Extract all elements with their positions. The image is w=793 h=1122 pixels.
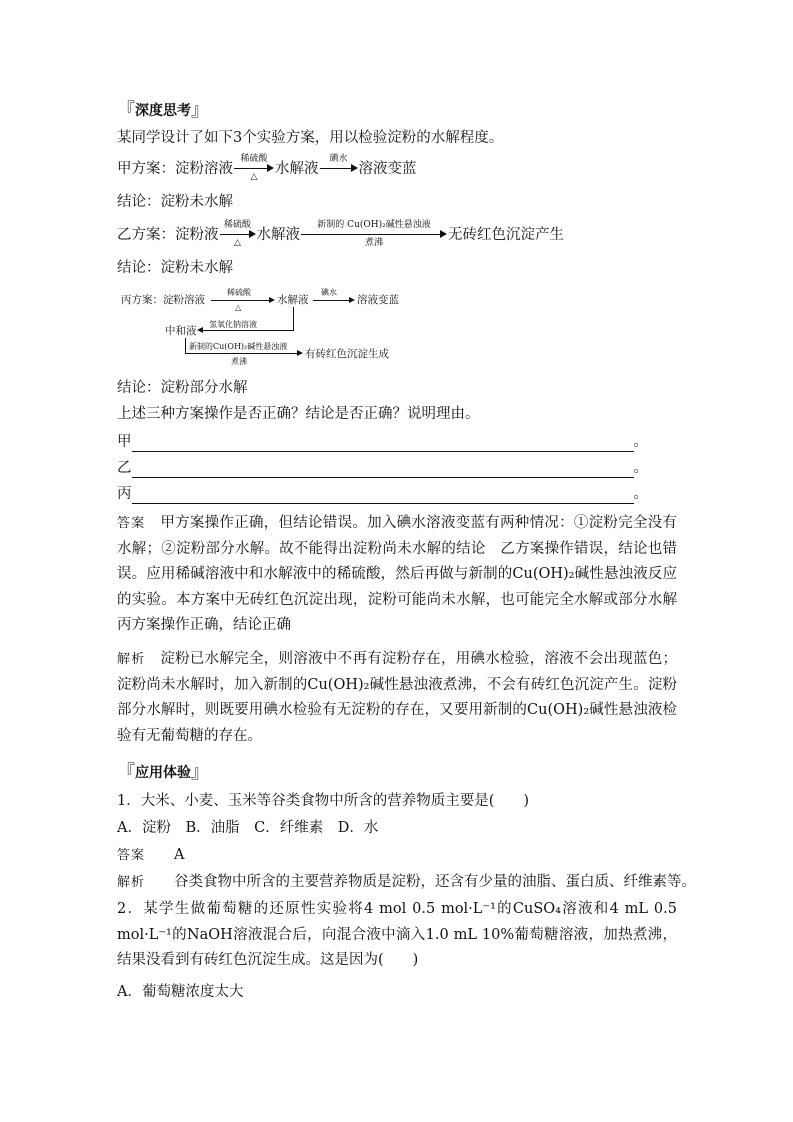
plan-b-arrow-2: 新制的 Cu(OH)₂碱性悬浊液 煮沸: [301, 220, 447, 250]
plan-a-row: 甲方案：淀粉溶液 稀硫酸 △ 水解液 碘水 溶液变蓝: [117, 154, 417, 182]
q1-options: A．淀粉 B．油脂 C．纤维素 D．水: [117, 820, 379, 836]
plan-c-result-1: 溶液变蓝: [357, 294, 399, 306]
q2-option-a: A．葡萄糖浓度太大: [117, 984, 244, 1000]
plan-c-label: 丙方案：淀粉溶液: [121, 294, 205, 306]
bracket-right: 』: [191, 100, 209, 121]
analysis-label: 解析: [117, 652, 146, 667]
plan-c-reagent-2: 碘水: [321, 288, 337, 297]
answer-blank-jia[interactable]: [132, 436, 634, 452]
section-heading-deep-think: 『深度思考』: [117, 100, 209, 121]
analysis-paragraph: [117, 647, 677, 749]
plan-b-row: 乙方案：淀粉液 稀硫酸 △ 水解液 新制的 Cu(OH)₂碱性悬浊液 煮沸 无砖红色沉淀产生: [117, 220, 564, 248]
intro-text: 某同学设计了如下3个实验方案，用以检验淀粉的水解程度。: [117, 130, 504, 146]
answer-blank-bing[interactable]: [132, 488, 634, 504]
plan-c-neutral-solution: 中和液: [165, 325, 197, 337]
answer-text: 甲方案操作正确，但结论错误。加入碘水溶液变蓝有两种情况：①淀粉完全没有水解；②淀粉部分水解。故不能得出淀粉尚未水解的结论 乙方案操作错误，结论也错误。应用稀碱溶液中和水解液中的稀硫酸，然后再做与新制的Cu(OH)₂碱性悬浊液反应的实验。本方案中无砖红色沉淀出现，淀粉可能尚未水解，也可能完全水解或部分水解 丙方案操作正确，结论正确: [117, 515, 692, 633]
analysis-text: 淀粉已水解完全，则溶液中不再有淀粉存在，用碘水检验，溶液不会出现蓝色；淀粉尚未水解时，加入新制的Cu(OH)₂碱性悬浊液煮沸，不会有砖红色沉淀产生。淀粉部分水解时，则既要用碘水检验有无淀粉的存在，又要用新制的Cu(OH)₂碱性悬浊液检验有无葡萄糖的存在。: [117, 651, 677, 744]
plan-c-hydrolysate: 水解液: [277, 294, 309, 306]
q1-answer: 答案 A: [117, 847, 185, 863]
plan-c-reagent-1: 稀硫酸: [227, 288, 251, 297]
question-text: 上述三种方案操作是否正确？结论是否正确？说明理由。: [117, 406, 480, 422]
plan-b-arrow-1: 稀硫酸 △: [220, 220, 256, 250]
plan-a-arrow-2: 碘水: [320, 154, 358, 184]
plan-a-arrow-1: 稀硫酸 △: [234, 154, 274, 184]
plan-c-result-2: 有砖红色沉淀生成: [305, 348, 389, 360]
plan-c-reagent-3: 新制的Cu(OH)₂碱性悬浊液: [189, 342, 288, 351]
section-heading-practice: 『应用体验』: [117, 762, 209, 783]
answer-blank-yi[interactable]: [132, 462, 634, 478]
plan-c-boil: 煮沸: [231, 357, 247, 366]
q1-analysis: 解析 谷类食物中所含的主要营养物质是淀粉，还含有少量的油脂、蛋白质、纤维素等。: [117, 874, 697, 890]
q2-stem: 2．某学生做葡萄糖的还原性实验将4 mol 0.5 mol·L⁻¹的CuSO₄溶液和4 mL 0.5 mol·L⁻¹的NaOH溶液混合后，向混合液中滴入1.0 mL 10%葡萄糖溶液，加热煮沸，结果没看到有砖红色沉淀生成。这是因为( ): [117, 901, 677, 968]
plan-c-conclusion: 结论：淀粉部分水解: [117, 380, 248, 396]
blank-row-jia: 甲 。: [117, 434, 648, 450]
blank-row-yi: 乙 。: [117, 460, 648, 476]
plan-a-conclusion: 结论：淀粉未水解: [117, 194, 233, 210]
answer-label: 答案: [117, 516, 146, 531]
plan-c-neutralizer: 氢氧化钠溶液: [209, 320, 257, 329]
answer-paragraph: [117, 511, 692, 639]
bracket-left: 『: [117, 100, 135, 121]
plan-c-diagram: [117, 286, 417, 370]
blank-row-bing: 丙 。: [117, 486, 648, 502]
q1-stem: 1．大米、小麦、玉米等谷类食物中所含的营养物质主要是( ): [117, 793, 530, 809]
plan-c-heat-symbol: △: [235, 303, 242, 312]
plan-b-conclusion: 结论：淀粉未水解: [117, 260, 233, 276]
